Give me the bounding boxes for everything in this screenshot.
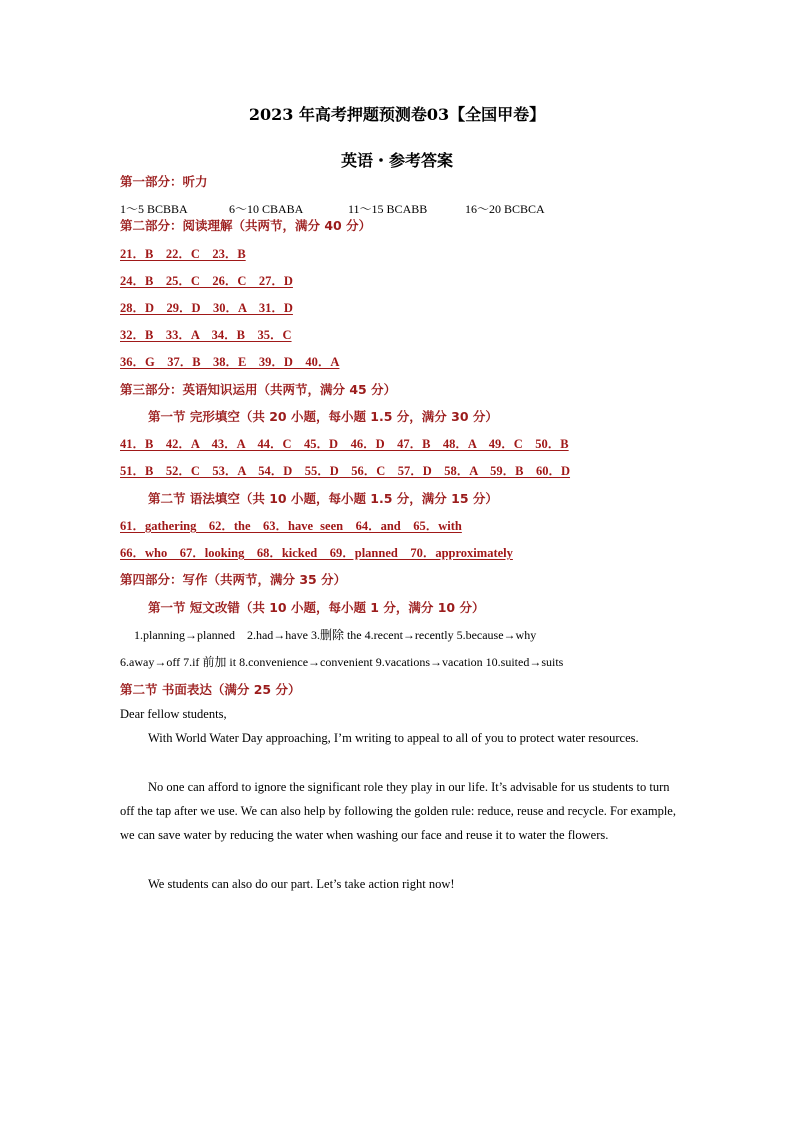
reading-answer-line: 36．G 37．B 38．E 39．D 40．A bbox=[120, 355, 340, 369]
cloze-heading: 第一节 完形填空（共 20 小题，每小题 1.5 分，满分 30 分） bbox=[148, 409, 498, 424]
grammar-heading: 第二节 语法填空（共 10 小题，每小题 1.5 分，满分 15 分） bbox=[148, 491, 498, 506]
part4-heading: 第四部分：写作（共两节，满分 35 分） bbox=[120, 572, 347, 587]
listening-answer-group: 16～20 BCBCA bbox=[465, 202, 545, 216]
correction-heading: 第一节 短文改错（共 10 小题，每小题 1 分，满分 10 分） bbox=[148, 600, 485, 615]
reading-answer-line: 24．B 25．C 26．C 27．D bbox=[120, 274, 293, 288]
listening-answer-group: 11～15 BCABB bbox=[348, 202, 428, 216]
cloze-answer-line: 41．B 42．A 43．A 44．C 45．D 46．D 47．B 48．A 49．C 50．B bbox=[120, 437, 569, 451]
page-subtitle: 英语・参考答案 bbox=[340, 151, 453, 170]
reading-answer-line: 21．B 22．C 23．B bbox=[120, 247, 246, 261]
cloze-answer-line: 51．B 52．C 53．A 54．D 55．D 56．C 57．D 58．A 59．B 60．D bbox=[120, 464, 571, 478]
part1-heading: 第一部分：听力 bbox=[120, 174, 208, 189]
letter-paragraph: We students can also do our part. Let’s take action right now! bbox=[148, 877, 455, 891]
writing-heading: 第二节 书面表达（满分 25 分） bbox=[120, 682, 301, 697]
listening-answers bbox=[120, 200, 545, 217]
correction-answer-line: 6.away→off 7.if 前加 it 8.convenience→convenient 9.vacations→vacation 10.suited→suits bbox=[120, 655, 564, 669]
listening-answer-group: 1～5 BCBBA bbox=[120, 202, 188, 216]
letter-paragraph: With World Water Day approaching, I’m writing to appeal to all of you to protect water resources. bbox=[148, 731, 639, 745]
listening-answer-group: 6～10 CBABA bbox=[229, 202, 304, 216]
grammar-answer-line: 61．gathering 62．the 63．have seen 64．and 65．with bbox=[120, 519, 462, 533]
letter-salutation: Dear fellow students, bbox=[120, 707, 227, 721]
reading-answer-line: 28．D 29．D 30．A 31．D bbox=[120, 301, 293, 315]
reading-answer-line: 32．B 33．A 34．B 35．C bbox=[120, 328, 292, 342]
page-title: 2023 年高考押题预测卷03【全国甲卷】 bbox=[248, 105, 546, 124]
part2-heading: 第二部分：阅读理解（共两节，满分 40 分） bbox=[120, 218, 372, 233]
part3-heading: 第三部分：英语知识运用（共两节，满分 45 分） bbox=[120, 382, 397, 397]
letter-paragraph: No one can afford to ignore the significant role they play in our life. It’s advisable for us students to turn off the tap after we use. We can also help by following the golden rule: reduce, reuse and recycle. For example, we can save water by reducing the water when washing our face and reuse it to water the flowers. bbox=[120, 780, 676, 842]
grammar-answer-line: 66．who 67．looking 68．kicked 69．planned 70．approximately bbox=[120, 546, 513, 560]
correction-answer-line: 1.planning→planned 2.had→have 3.删除 the 4.recent→recently 5.because→why bbox=[134, 628, 537, 642]
